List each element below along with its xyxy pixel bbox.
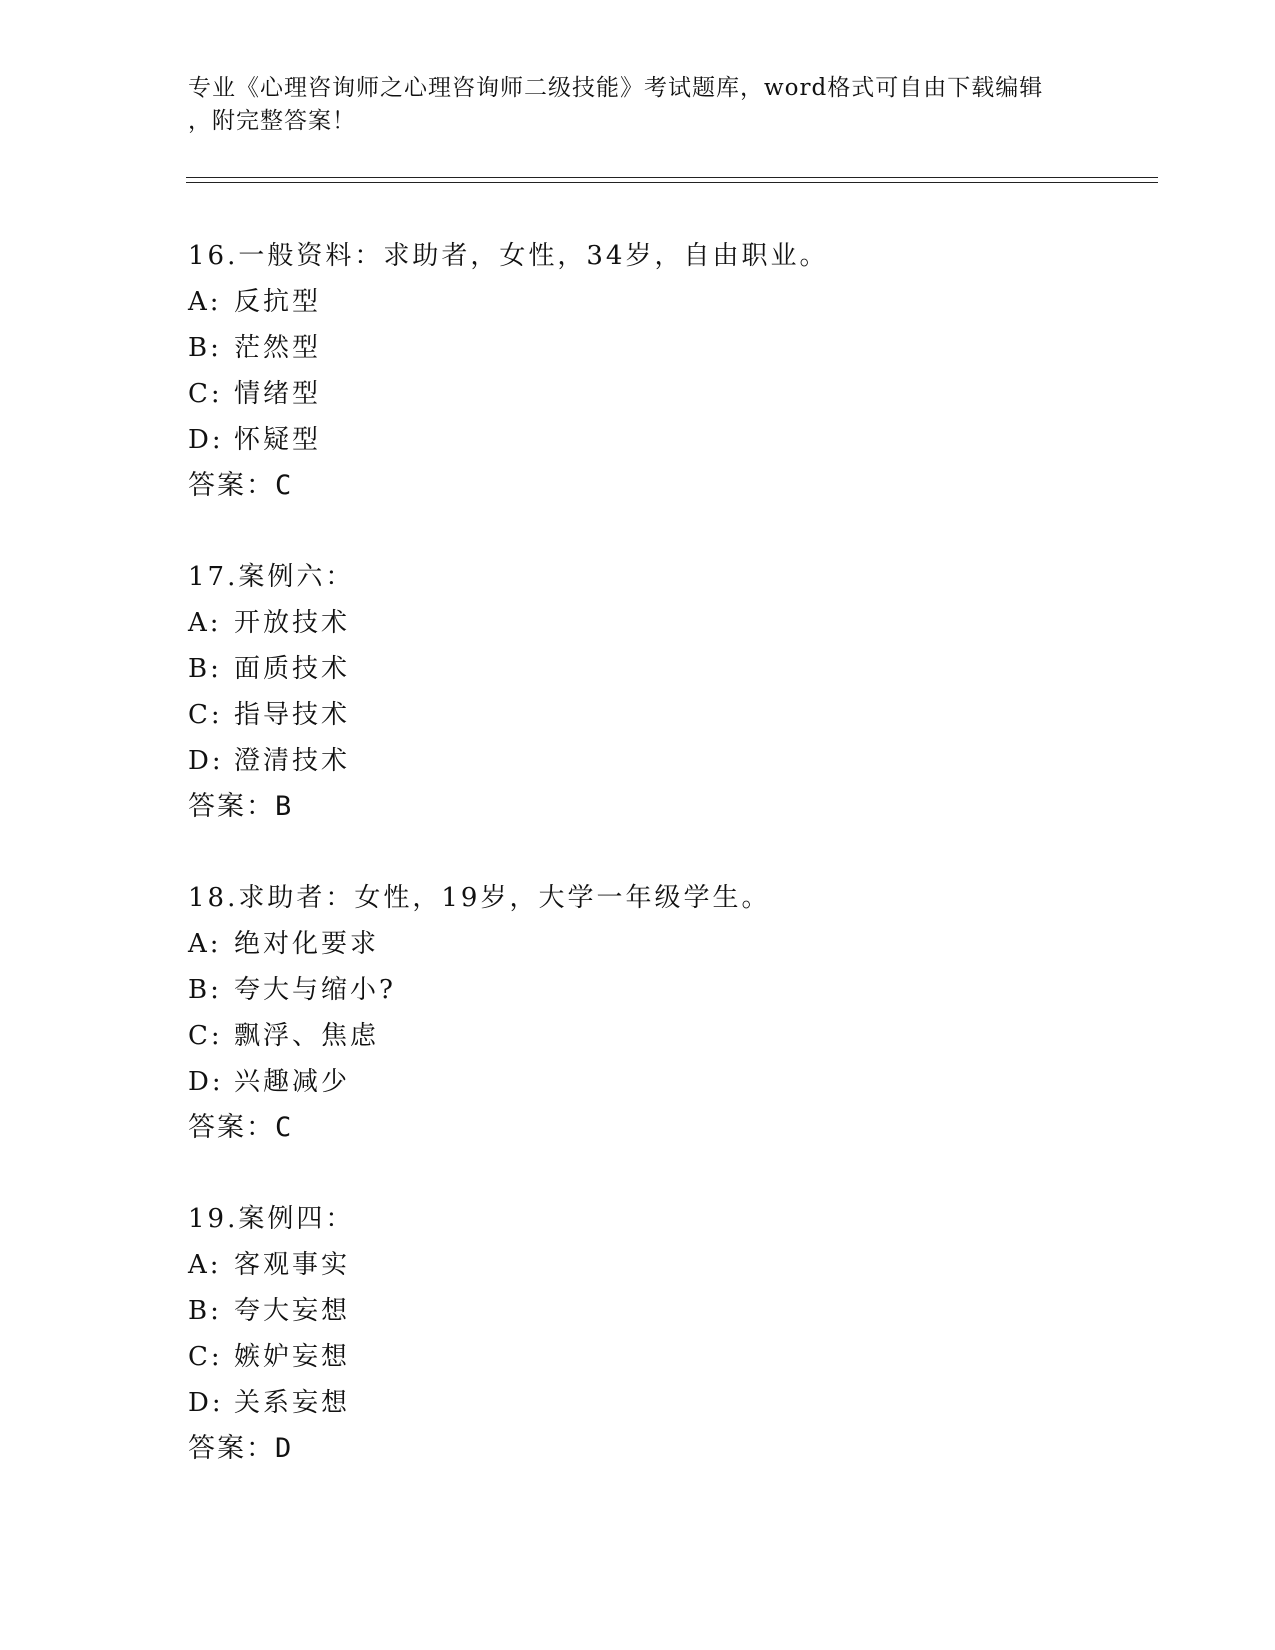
answer-label: 答案： [188,1112,275,1143]
option-b [188,1288,1088,1334]
question-stem [188,233,1088,279]
option-d [188,1059,1088,1105]
option-text: 绝对化要求 [234,929,380,959]
option-text: 兴趣减少 [234,1067,351,1097]
header-line-1: 专业《心理咨询师之心理咨询师二级技能》考试题库，word格式可自由下载编辑 [188,75,1044,101]
question-number: 17. [188,562,239,592]
option-text: 澄清技术 [234,746,351,776]
option-d [188,738,1088,784]
option-c [188,1013,1088,1059]
answer-value: C [275,1112,293,1143]
option-letter: C: [188,379,223,409]
option-text: 客观事实 [234,1250,351,1280]
option-b [188,325,1088,371]
option-letter: C: [188,700,223,730]
option-a [188,921,1088,967]
answer-value: B [275,791,293,822]
option-letter: D: [188,746,224,776]
option-d [188,1380,1088,1426]
question-19 [188,1196,1088,1472]
option-text: 嫉妒妄想 [234,1342,351,1372]
question-stem [188,1196,1088,1242]
option-letter: D: [188,425,224,455]
option-text: 反抗型 [234,287,322,317]
option-a [188,600,1088,646]
option-letter: C: [188,1021,223,1051]
header-line-2: ，附完整答案！ [188,108,356,134]
option-letter: B: [188,1296,222,1326]
question-stem [188,554,1088,600]
answer-value: D [275,1433,293,1464]
option-letter: B: [188,654,222,684]
option-letter: D: [188,1388,224,1418]
option-a [188,279,1088,325]
question-17 [188,554,1088,830]
option-text: 开放技术 [234,608,351,638]
option-c [188,371,1088,417]
header-divider-top [186,177,1158,178]
option-text: 怀疑型 [234,425,322,455]
answer-value: C [275,470,293,501]
answer-label: 答案： [188,1433,275,1464]
option-text: 情绪型 [234,379,322,409]
answer-line [188,1426,1088,1472]
option-text: 茫然型 [234,333,322,363]
question-text: 求助者：女性，19岁，大学一年级学生。 [238,883,771,913]
option-letter: A: [188,1250,222,1280]
option-text: 飘浮、焦虑 [234,1021,380,1051]
option-letter: A: [188,929,222,959]
option-d [188,417,1088,463]
question-number: 18. [188,883,239,913]
question-number: 19. [188,1204,239,1234]
option-c [188,692,1088,738]
option-letter: A: [188,287,222,317]
question-text: 一般资料：求助者，女性，34岁，自由职业。 [238,241,829,271]
answer-label: 答案： [188,470,275,501]
option-a [188,1242,1088,1288]
answer-line [188,463,1088,509]
question-text: 案例四： [238,1204,355,1234]
option-b [188,646,1088,692]
option-letter: D: [188,1067,224,1097]
option-letter: C: [188,1342,223,1372]
answer-line [188,784,1088,830]
option-text: 夸大与缩小? [234,975,396,1005]
document-header [188,72,1088,138]
answer-line [188,1105,1088,1151]
question-16 [188,233,1088,509]
option-letter: A: [188,608,222,638]
header-divider-bottom [186,182,1158,183]
question-text: 案例六： [238,562,355,592]
option-letter: B: [188,333,222,363]
option-text: 面质技术 [234,654,351,684]
option-text: 指导技术 [234,700,351,730]
option-text: 关系妄想 [234,1388,351,1418]
option-c [188,1334,1088,1380]
option-b [188,967,1088,1013]
answer-label: 答案： [188,791,275,822]
question-number: 16. [188,241,239,271]
option-letter: B: [188,975,222,1005]
question-18 [188,875,1088,1151]
option-text: 夸大妄想 [234,1296,351,1326]
question-stem [188,875,1088,921]
